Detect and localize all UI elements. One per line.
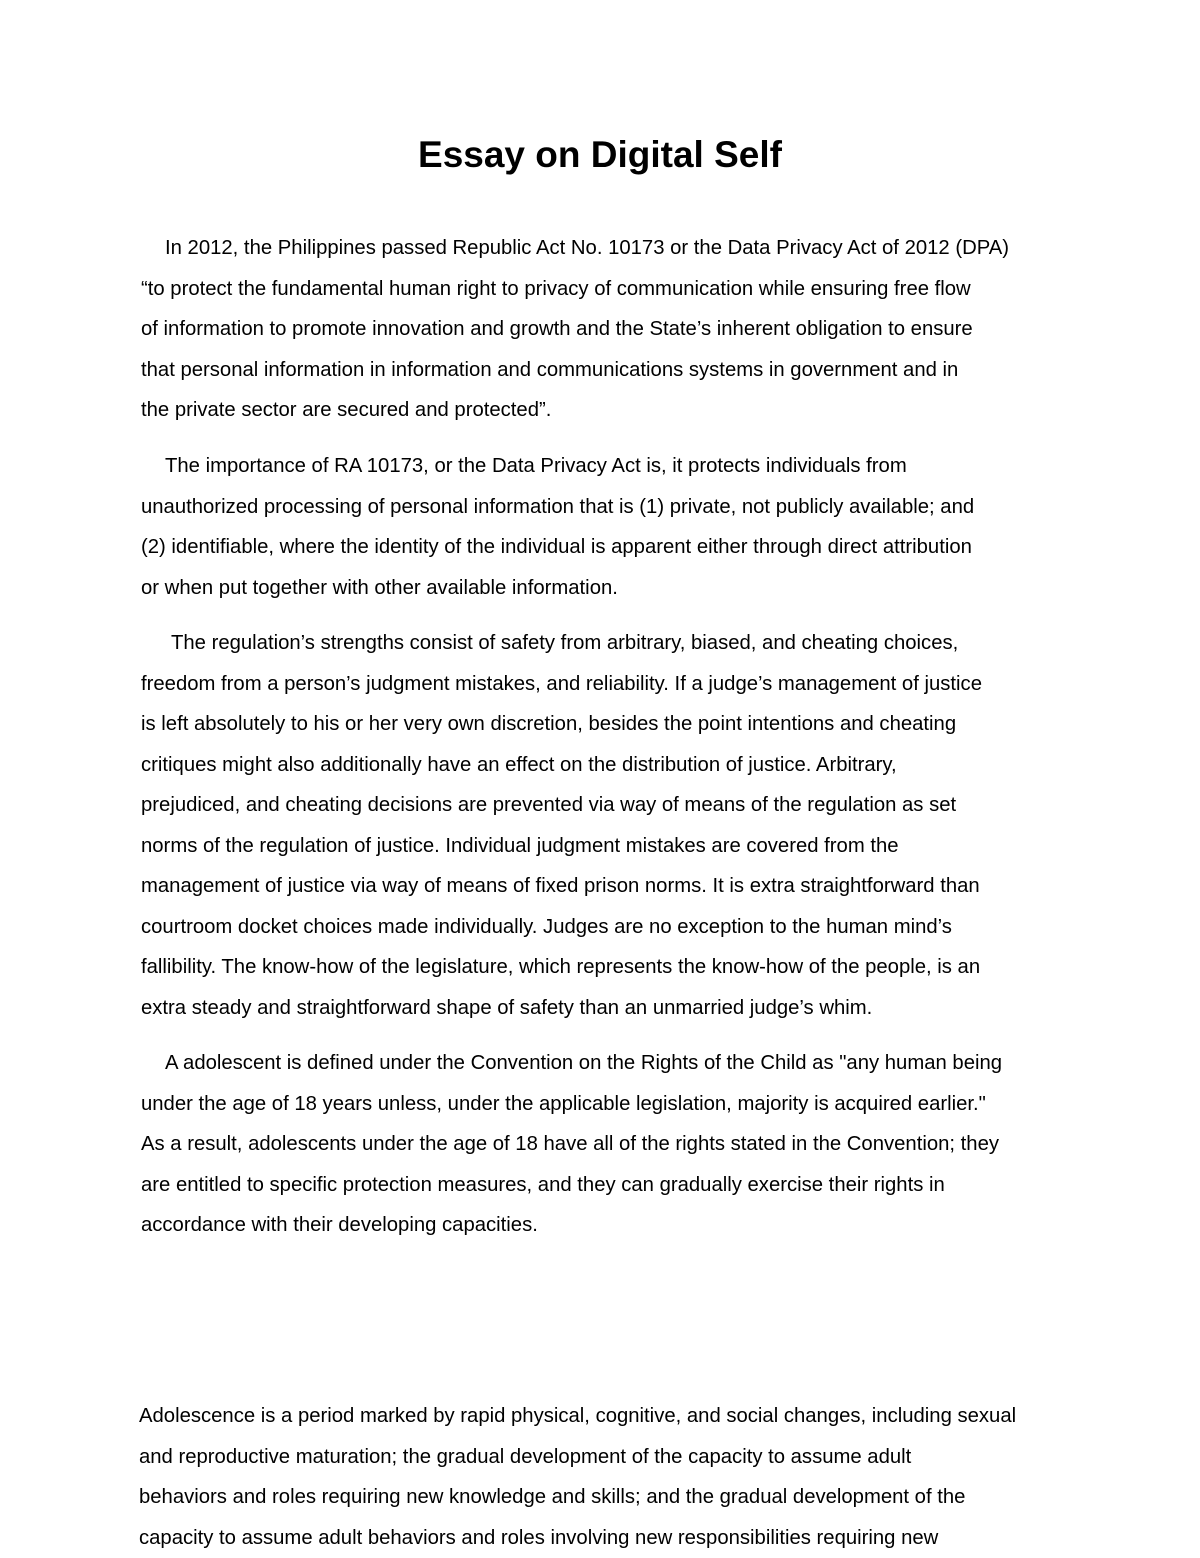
paragraph-line: prejudiced, and cheating decisions are prevented via way of means of the regulation as set: [141, 785, 1061, 826]
paragraph-line: courtroom docket choices made individually. Judges are no exception to the human mind’s: [141, 907, 1061, 948]
paragraph-adolescent-definition: [141, 1043, 1061, 1246]
paragraph-importance: [141, 446, 1061, 608]
paragraph-adolescence-period: [139, 1396, 1059, 1558]
paragraph-regulation-strengths: [141, 623, 1061, 1028]
paragraph-line: “to protect the fundamental human right to privacy of communication while ensuring free flow: [141, 269, 1061, 310]
paragraph-line: behaviors and roles requiring new knowledge and skills; and the gradual development of the: [139, 1477, 1059, 1518]
paragraph-line: or when put together with other available information.: [141, 568, 1061, 609]
document-title: Essay on Digital Self: [0, 133, 1200, 177]
paragraph-line: management of justice via way of means of fixed prison norms. It is extra straightforward than: [141, 866, 1061, 907]
paragraph-line: of information to promote innovation and growth and the State’s inherent obligation to ensure: [141, 309, 1061, 350]
paragraph-line: is left absolutely to his or her very own discretion, besides the point intentions and cheating: [141, 704, 1061, 745]
paragraph-line: In 2012, the Philippines passed Republic Act No. 10173 or the Data Privacy Act of 2012 (DPA): [141, 228, 1061, 269]
paragraph-line: accordance with their developing capacities.: [141, 1205, 1061, 1246]
paragraph-line: and reproductive maturation; the gradual development of the capacity to assume adult: [139, 1437, 1059, 1478]
paragraph-line: extra steady and straightforward shape of safety than an unmarried judge’s whim.: [141, 988, 1061, 1029]
paragraph-line: The regulation’s strengths consist of safety from arbitrary, biased, and cheating choices,: [141, 623, 1061, 664]
paragraph-line: fallibility. The know-how of the legislature, which represents the know-how of the people, is an: [141, 947, 1061, 988]
paragraph-line: unauthorized processing of personal information that is (1) private, not publicly available; and: [141, 487, 1061, 528]
paragraph-line: norms of the regulation of justice. Individual judgment mistakes are covered from the: [141, 826, 1061, 867]
paragraph-line: critiques might also additionally have an effect on the distribution of justice. Arbitrary,: [141, 745, 1061, 786]
paragraph-line: that personal information in information and communications systems in government and in: [141, 350, 1061, 391]
paragraph-data-privacy-act: [141, 228, 1061, 431]
paragraph-line: As a result, adolescents under the age of 18 have all of the rights stated in the Convention; they: [141, 1124, 1061, 1165]
paragraph-line: are entitled to specific protection measures, and they can gradually exercise their rights in: [141, 1165, 1061, 1206]
paragraph-line: freedom from a person’s judgment mistakes, and reliability. If a judge’s management of justice: [141, 664, 1061, 705]
paragraph-line: A adolescent is defined under the Convention on the Rights of the Child as "any human being: [141, 1043, 1061, 1084]
paragraph-line: the private sector are secured and protected”.: [141, 390, 1061, 431]
paragraph-line: The importance of RA 10173, or the Data Privacy Act is, it protects individuals from: [141, 446, 1061, 487]
paragraph-line: Adolescence is a period marked by rapid physical, cognitive, and social changes, including sexual: [139, 1396, 1059, 1437]
paragraph-line: capacity to assume adult behaviors and roles involving new responsibilities requiring new: [139, 1518, 1059, 1558]
paragraph-line: under the age of 18 years unless, under the applicable legislation, majority is acquired earlier.": [141, 1084, 1061, 1125]
paragraph-line: (2) identifiable, where the identity of the individual is apparent either through direct attribution: [141, 527, 1061, 568]
